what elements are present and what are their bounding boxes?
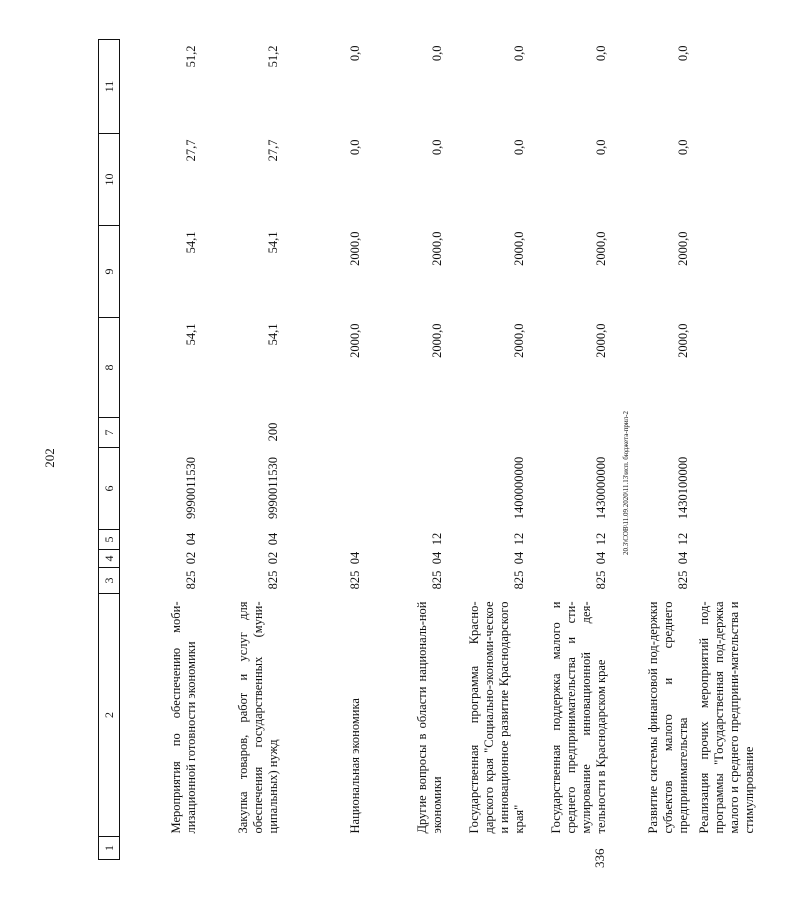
row-name: Другие вопросы в области националь-ной экономики (414, 601, 444, 834)
cell-target-article (694, 448, 786, 530)
cell-col11: 0,0 (593, 45, 608, 62)
column-header: 9 (99, 226, 120, 318)
cell-col11: 0,0 (675, 45, 690, 62)
table-row (530, 40, 612, 860)
column-header: 3 (99, 568, 120, 594)
cell-section: 04 (511, 551, 526, 565)
cell-col10: 0,0 (511, 139, 526, 156)
cell-expense-type (120, 418, 202, 448)
cell-target-article (366, 448, 448, 530)
cell-col8 (694, 318, 786, 418)
cell-target-article: 9990011530 (183, 456, 198, 520)
cell-target-article: 9990011530 (265, 456, 280, 520)
cell-subsection: 04 (183, 532, 198, 546)
cell-col9 (694, 226, 786, 318)
column-header: 2 (99, 594, 120, 837)
cell-col9: 2000,0 (347, 231, 362, 266)
cell-subsection: 12 (511, 532, 526, 546)
cell-admin-code: 825 (347, 570, 362, 590)
cell-expense-type (448, 418, 530, 448)
cell-target-article: 1400000000 (511, 456, 526, 520)
table-row (448, 40, 530, 860)
cell-subsection (284, 530, 366, 550)
row-name: Государственная поддержка малого и среднего предпринимательства и сти-мулирование инновационной дея-тельности в Краснодарском крае (548, 601, 608, 834)
column-header: 5 (99, 530, 120, 550)
cell-subsection: 04 (265, 532, 280, 546)
cell-col9: 2000,0 (511, 231, 526, 266)
cell-admin-code: 825 (183, 570, 198, 590)
cell-col9: 2000,0 (593, 231, 608, 266)
cell-admin-code: 825 (511, 570, 526, 590)
row-name: Закупка товаров, работ и услуг для обеспечения государственных (муни-ципальных) нужд (235, 601, 280, 834)
cell-expense-type (694, 418, 786, 448)
table-row (120, 40, 202, 860)
table-row (202, 40, 284, 860)
footer-file-path: 20.3\СОВ\11.09.2020\11.13\исп. бюджета-прил-2 (622, 411, 630, 555)
cell-section: 04 (675, 551, 690, 565)
cell-admin-code (694, 568, 786, 594)
cell-col10: 0,0 (429, 139, 444, 156)
column-header: 7 (99, 418, 120, 448)
row-name: Государственная программа Красно-дарского края "Социально-экономи-ческое и инновационное развитие Краснодарского края" (466, 601, 526, 834)
row-name: Развитие системы финансовой под-держки субъектов малого и среднего предпринимательства (645, 601, 690, 834)
column-header: 8 (99, 318, 120, 418)
cell-col11 (694, 40, 786, 134)
row-name: Национальная экономика (347, 698, 362, 834)
row-name: Реализация прочих мероприятий под-программы "Государственная под-держка малого и среднего предприни-мательства и стимулирование (696, 601, 756, 834)
column-header: 1 (99, 837, 120, 860)
bottom-page-number: 336 (592, 848, 607, 868)
cell-col9: 2000,0 (675, 231, 690, 266)
cell-subsection: 12 (675, 532, 690, 546)
cell-col8: 54,1 (265, 323, 280, 346)
column-header: 6 (99, 448, 120, 530)
cell-admin-code: 825 (429, 570, 444, 590)
cell-expense-type (284, 418, 366, 448)
cell-section: 04 (347, 551, 362, 565)
column-header: 4 (99, 550, 120, 568)
budget-table (98, 39, 786, 860)
cell-expense-type (366, 418, 448, 448)
cell-section (694, 550, 786, 568)
column-header: 11 (99, 40, 120, 134)
cell-col11: 0,0 (511, 45, 526, 62)
cell-subsection (694, 530, 786, 550)
cell-col8: 2000,0 (675, 323, 690, 358)
cell-col8: 2000,0 (593, 323, 608, 358)
cell-col8: 54,1 (183, 323, 198, 346)
table-row (366, 40, 448, 860)
column-header: 10 (99, 134, 120, 226)
page-number: 202 (41, 448, 57, 468)
cell-admin-code: 825 (675, 570, 690, 590)
cell-col10: 27,7 (183, 139, 198, 162)
cell-section: 02 (265, 551, 280, 565)
cell-col10 (694, 134, 786, 226)
cell-col9: 2000,0 (429, 231, 444, 266)
cell-col11: 0,0 (429, 45, 444, 62)
row-name: Мероприятия по обеспечению моби-лизационной готовности экономики (168, 601, 198, 834)
cell-section: 04 (593, 551, 608, 565)
table-header-row (99, 40, 120, 860)
cell-col11: 51,2 (183, 45, 198, 68)
cell-section: 02 (183, 551, 198, 565)
cell-subsection: 12 (593, 532, 608, 546)
cell-admin-code: 825 (593, 570, 608, 590)
cell-target-article (284, 448, 366, 530)
cell-col8: 2000,0 (429, 323, 444, 358)
cell-subsection: 12 (429, 532, 444, 546)
cell-expense-type (530, 418, 612, 448)
table-row (284, 40, 366, 860)
cell-admin-code: 825 (265, 570, 280, 590)
cell-col10: 0,0 (675, 139, 690, 156)
cell-col9: 54,1 (265, 231, 280, 254)
cell-col8: 2000,0 (347, 323, 362, 358)
cell-col10: 27,7 (265, 139, 280, 162)
cell-col9: 54,1 (183, 231, 198, 254)
table-row (694, 40, 786, 860)
cell-col11: 51,2 (265, 45, 280, 68)
cell-target-article: 1430100000 (675, 456, 690, 520)
cell-target-article: 1430000000 (593, 456, 608, 520)
cell-col10: 0,0 (347, 139, 362, 156)
cell-expense-type: 200 (265, 422, 280, 442)
cell-col8: 2000,0 (511, 323, 526, 358)
cell-col10: 0,0 (593, 139, 608, 156)
cell-section: 04 (429, 551, 444, 565)
cell-col11: 0,0 (347, 45, 362, 62)
